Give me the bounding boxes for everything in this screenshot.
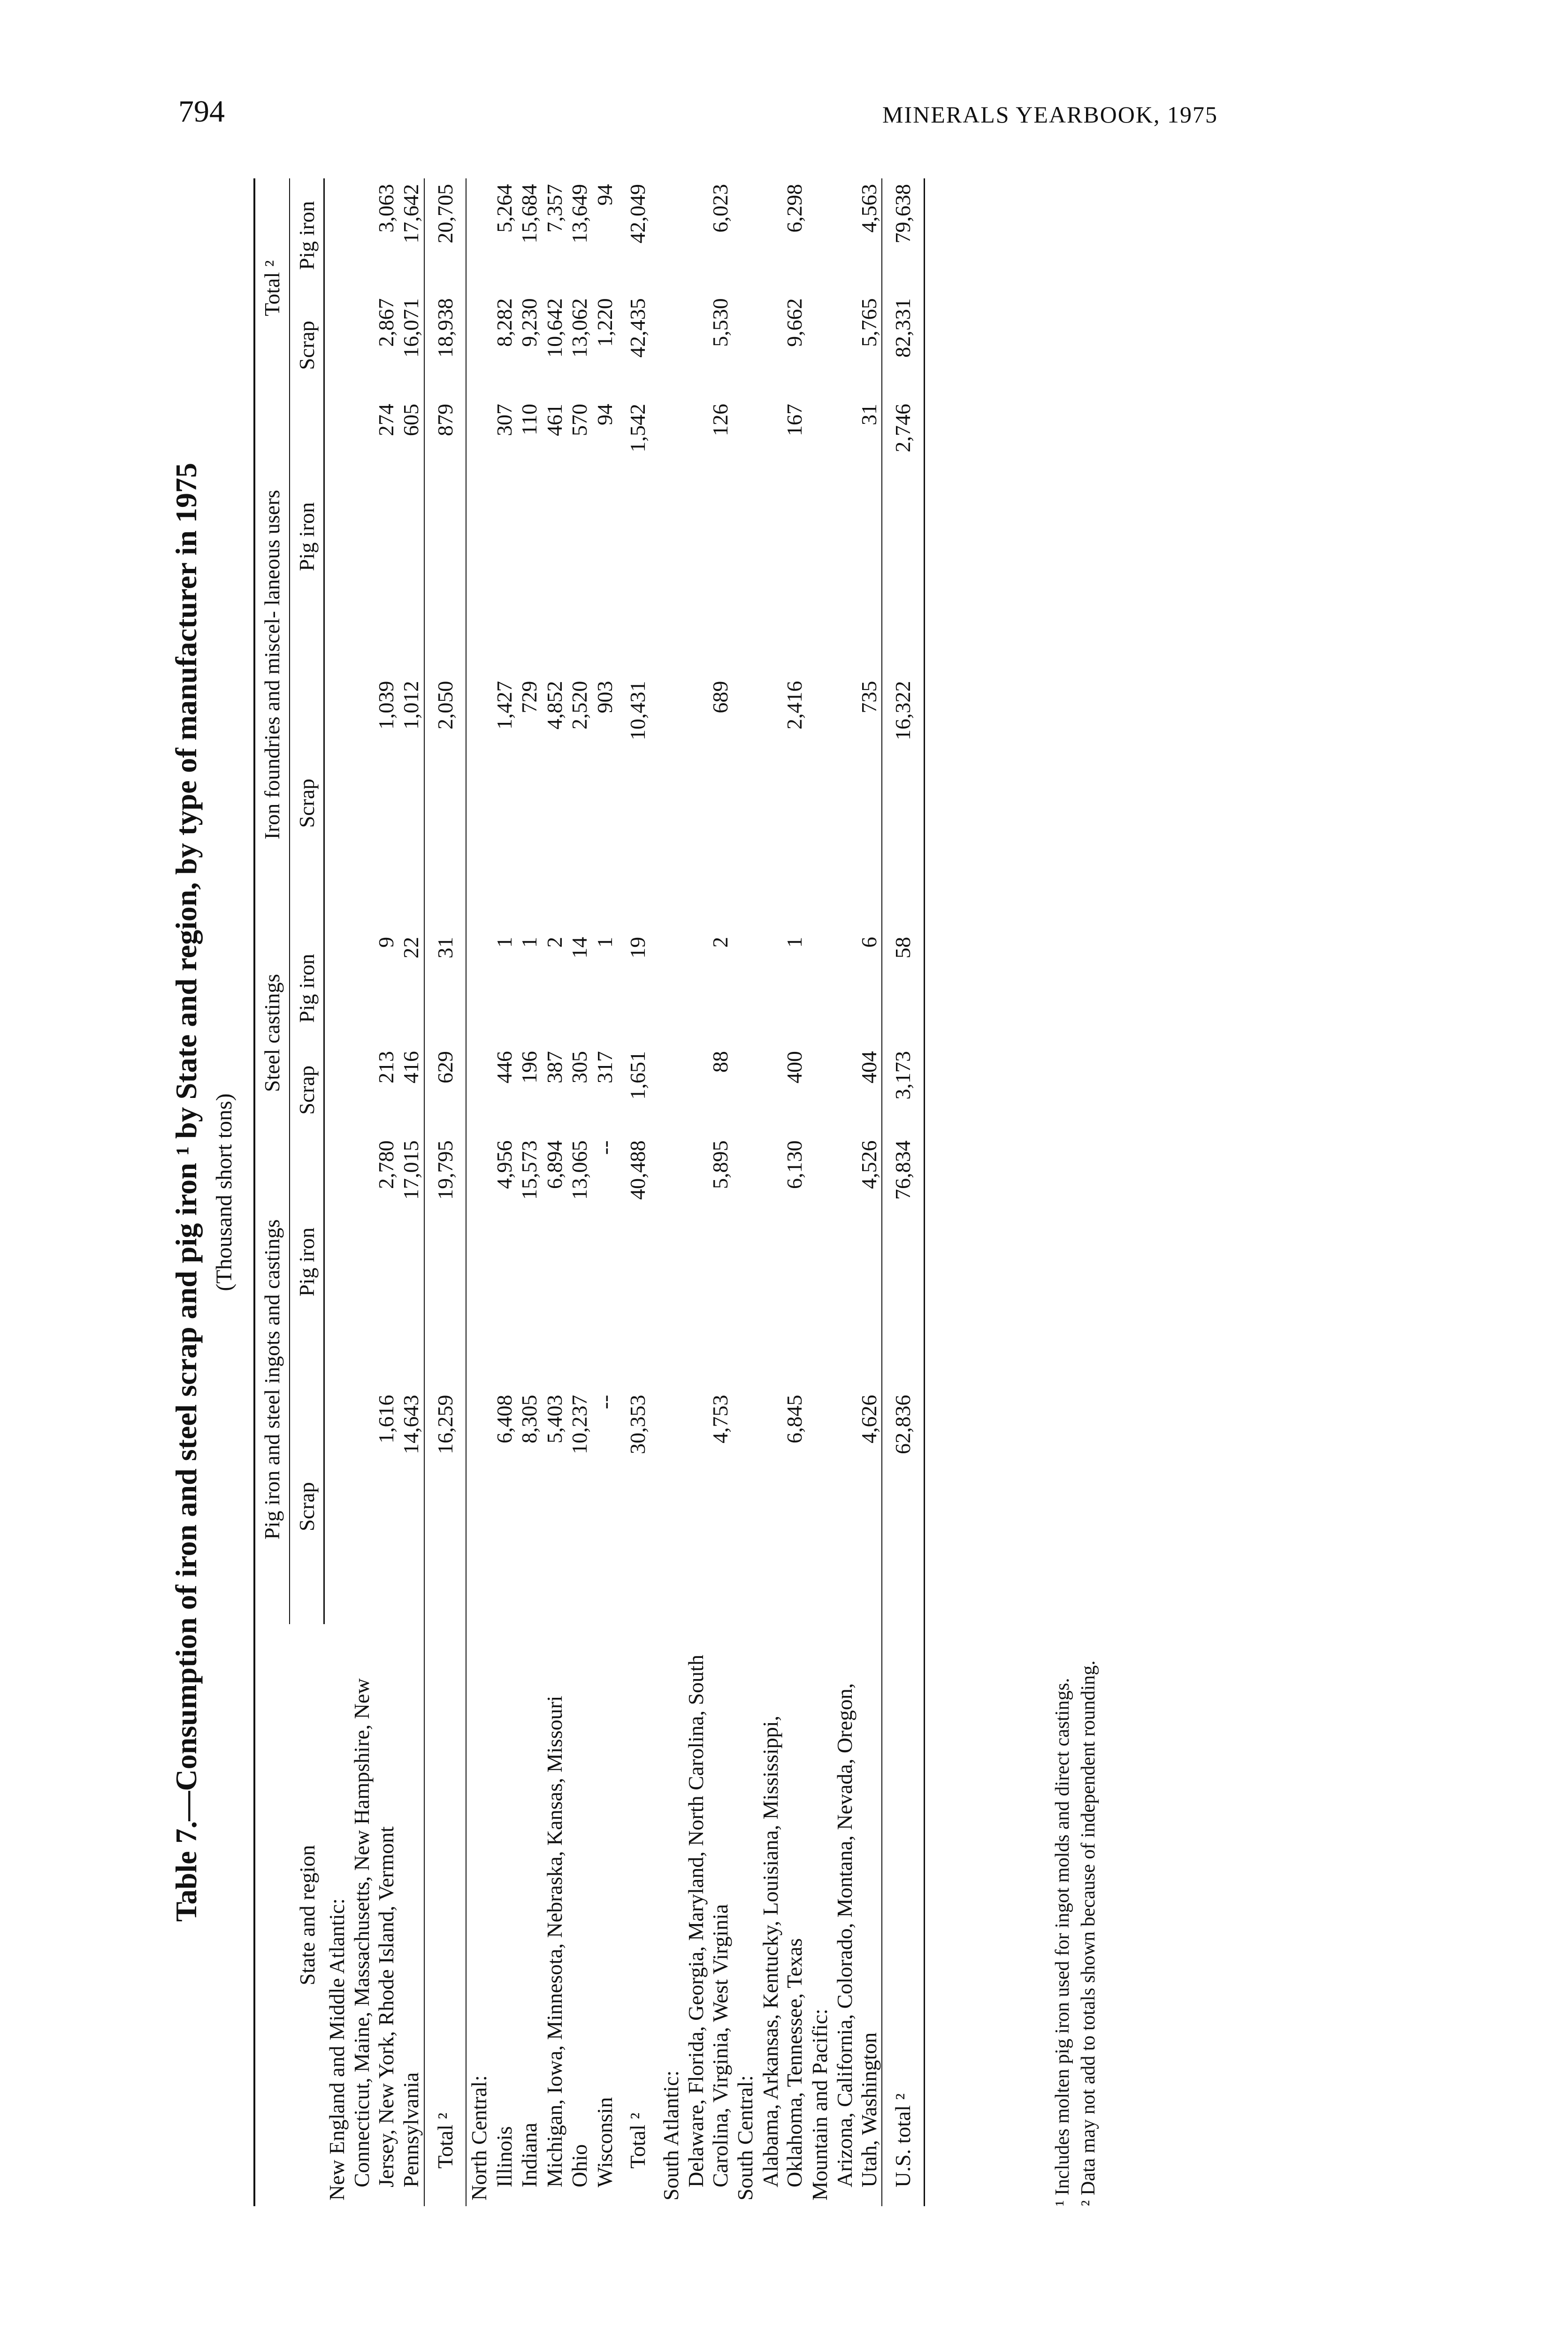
table-cell: 2,867 [374, 298, 398, 347]
table-cell: -- [592, 1395, 617, 1410]
row-label: Connecticut, Maine, Massachusetts, New Hampshire, New Jersey, New York, Rhode Island, Vermont [350, 1678, 398, 2187]
table-cell: 4,852 [542, 681, 566, 730]
table-cell [807, 931, 833, 1045]
table-cell: 5,403 [542, 1395, 566, 1443]
row-label: New England and Middle Atlantic: [324, 1898, 349, 2201]
table-cell: 2 [542, 936, 566, 948]
col-header-scrap: Scrap [290, 1045, 324, 1135]
consumption-table [253, 178, 925, 2206]
table-cell: 2,780 [374, 1140, 398, 1189]
table-row [758, 178, 807, 2206]
table-cell: 1,012 [399, 681, 423, 730]
table-cell: 8,282 [492, 298, 516, 347]
table-cell: 400 [782, 1051, 807, 1084]
table-cell [324, 398, 350, 675]
col-header-pig-iron: Pig iron [290, 1135, 324, 1389]
row-label: Illinois [492, 2126, 516, 2187]
table-row [832, 178, 882, 2206]
row-label: South Central: [733, 2075, 757, 2201]
table-cell: -- [592, 1140, 617, 1155]
table-cell [658, 675, 684, 931]
table-cell: 387 [542, 1051, 566, 1084]
table-cell: 879 [424, 398, 467, 675]
row-label: Delaware, Florida, Georgia, Maryland, North Carolina, South Carolina, Virginia, West Virginia [684, 1655, 732, 2187]
table-cell: 4,956 [492, 1140, 516, 1189]
table-cell: 196 [517, 1051, 542, 1084]
table-cell [658, 178, 684, 292]
table-cell: 2,416 [782, 681, 807, 730]
table-cell [466, 178, 492, 292]
table-row [658, 178, 684, 2206]
table-cell: 213 [374, 1051, 398, 1084]
table-cell: 3,173 [882, 1045, 924, 1135]
table-cell: 6 [857, 936, 881, 948]
col-group-pig-iron-steel-ingots: Pig iron and steel ingots and castings [254, 1135, 290, 1625]
table-cell [807, 292, 833, 398]
table-cell: 3,063 [374, 184, 398, 233]
table-cell: 461 [542, 404, 566, 437]
table-cell: 10,237 [567, 1395, 592, 1454]
table-cell: 6,408 [492, 1395, 516, 1443]
table-cell: 9 [374, 936, 398, 948]
table-cell [658, 1135, 684, 1389]
table-cell: 20,705 [424, 178, 467, 292]
table-cell: 317 [592, 1051, 617, 1084]
table-cell [733, 931, 758, 1045]
table-row-total [617, 178, 658, 2206]
table-cell: 22 [399, 936, 423, 959]
table-cell: 2 [708, 936, 732, 948]
table-cell: 79,638 [882, 178, 924, 292]
table-row [683, 178, 733, 2206]
table-cell [733, 292, 758, 398]
table-cell: 2,050 [424, 675, 467, 931]
table-cell: 6,845 [782, 1395, 807, 1443]
table-cell: 19 [626, 936, 650, 959]
table-cell: 404 [857, 1051, 881, 1084]
row-label: Arizona, California, Colorado, Montana, Nevada, Oregon, Utah, Washington [833, 1683, 881, 2187]
row-label: Wisconsin [592, 2097, 617, 2187]
rotated-table-page [160, 160, 1122, 2225]
table-cell: 735 [857, 681, 881, 713]
table-units: (Thousand short tons) [212, 1093, 237, 1291]
table-cell [466, 292, 492, 398]
table-cell [733, 178, 758, 292]
table-cell: 629 [424, 1045, 467, 1135]
table-row [324, 178, 350, 2206]
table-cell [324, 931, 350, 1045]
table-row [466, 178, 492, 2206]
table-cell: 15,573 [517, 1140, 542, 1200]
table-cell [807, 178, 833, 292]
table-cell: 903 [592, 681, 617, 713]
table-cell: 1,542 [626, 404, 650, 453]
row-label: Mountain and Pacific: [807, 2009, 832, 2201]
table-cell: 689 [708, 681, 732, 713]
table-cell: 4,563 [857, 184, 881, 233]
table-cell: 4,753 [708, 1395, 732, 1443]
table-cell: 9,230 [517, 298, 542, 347]
table-cell: 1 [492, 936, 516, 948]
table-cell [324, 178, 350, 292]
table-cell [658, 931, 684, 1045]
table-cell [733, 398, 758, 675]
col-header-pig-iron: Pig iron [290, 398, 324, 675]
col-group-steel-castings: Steel castings [254, 931, 290, 1135]
row-label: Alabama, Arkansas, Kentucky, Louisiana, Mississippi, Oklahoma, Tennessee, Texas [758, 1715, 807, 2187]
row-label: Michigan, Iowa, Minnesota, Nebraska, Kansas, Missouri [542, 1695, 566, 2187]
table-cell [466, 398, 492, 675]
table-cell: 1,039 [374, 681, 398, 730]
table-cell: 2,746 [882, 398, 924, 675]
table-cell: 10,642 [542, 298, 566, 358]
table-cell: 31 [857, 404, 881, 426]
table-cell: 6,298 [782, 184, 807, 233]
table-cell [658, 1389, 684, 1625]
table-cell: 14 [567, 936, 592, 959]
table-cell [807, 1045, 833, 1135]
table-cell [807, 675, 833, 931]
footnote-1: ¹ Includes molten pig iron used for ingot molds and direct castings. [1052, 1678, 1073, 2206]
table-cell: 13,649 [567, 184, 592, 244]
table-cell: 6,894 [542, 1140, 566, 1189]
table-row [733, 178, 758, 2206]
table-cell: 6,023 [708, 184, 732, 233]
table-cell: 9,662 [782, 298, 807, 347]
table-cell: 94 [592, 404, 617, 426]
table-row [349, 178, 398, 2206]
table-row [492, 178, 517, 2206]
page-number: 794 [178, 94, 225, 129]
table-cell: 5,530 [708, 298, 732, 347]
table-cell: 605 [399, 404, 423, 437]
table-row-total [882, 178, 924, 2206]
table-cell: 94 [592, 184, 617, 206]
row-label: Pennsylvania [399, 2072, 423, 2187]
table-cell: 88 [708, 1051, 732, 1073]
table-cell: 30,353 [626, 1395, 650, 1454]
table-cell [466, 1045, 492, 1135]
table-cell: 1,427 [492, 681, 516, 730]
row-label: Ohio [567, 2144, 592, 2187]
table-cell: 7,357 [542, 184, 566, 233]
table-cell [466, 675, 492, 931]
col-header-pig-iron: Pig iron [290, 178, 324, 292]
table-cell: 31 [424, 931, 467, 1045]
col-header-scrap: Scrap [290, 292, 324, 398]
footnote-2: ² Data may not add to totals shown because of independent rounding. [1078, 1660, 1099, 2206]
table-cell: 10,431 [626, 681, 650, 741]
table-cell: 15,684 [517, 184, 542, 244]
table-cell: 4,626 [857, 1395, 881, 1443]
table-cell [324, 1135, 350, 1389]
table-cell [466, 931, 492, 1045]
table-cell: 5,765 [857, 298, 881, 347]
table-row [398, 178, 424, 2206]
row-label: North Central: [466, 1624, 492, 2206]
table-cell: 446 [492, 1051, 516, 1084]
table-cell: 14,643 [399, 1395, 423, 1454]
table-cell: 62,836 [882, 1389, 924, 1625]
table-cell: 126 [708, 404, 732, 437]
table-cell: 729 [517, 681, 542, 713]
table-cell: 2,520 [567, 681, 592, 730]
table-cell: 1 [592, 936, 617, 948]
table-cell: 40,488 [626, 1140, 650, 1200]
table-cell: 110 [517, 404, 542, 436]
row-label: U.S. total ² [882, 1624, 924, 2206]
table-row [592, 178, 618, 2206]
row-label: Indiana [517, 2123, 542, 2187]
table-cell: 42,049 [626, 184, 650, 244]
table-row [517, 178, 542, 2206]
table-cell: 16,322 [882, 675, 924, 931]
table-cell: 570 [567, 404, 592, 437]
table-cell: 4,526 [857, 1140, 881, 1189]
table-cell: 18,938 [424, 292, 467, 398]
table-cell: 42,435 [626, 298, 650, 358]
table-cell [733, 675, 758, 931]
col-header-scrap: Scrap [290, 675, 324, 931]
table-cell [324, 1045, 350, 1135]
col-group-total: Total ² [254, 178, 290, 398]
table-cell: 6,130 [782, 1140, 807, 1189]
row-label: South Atlantic: [658, 2070, 683, 2201]
table-cell: 416 [399, 1051, 423, 1084]
running-head: MINERALS YEARBOOK, 1975 [882, 101, 1218, 128]
table-cell [658, 1045, 684, 1135]
table-cell [733, 1045, 758, 1135]
table-cell [324, 675, 350, 931]
table-cell: 16,071 [399, 298, 423, 358]
row-label: Total ² [424, 1624, 467, 2206]
table-cell: 16,259 [424, 1389, 467, 1625]
table-cell: 1,651 [626, 1051, 650, 1100]
table-cell: 305 [567, 1051, 592, 1084]
table-cell [324, 292, 350, 398]
table-title: Table 7.—Consumption of iron and steel scrap and pig iron ¹ by State and region, by type of manufacturer in 1975 [169, 462, 203, 1922]
table-cell: 167 [782, 404, 807, 437]
table-cell: 17,642 [399, 184, 423, 244]
table-cell: 82,331 [882, 292, 924, 398]
table-cell: 1,220 [592, 298, 617, 347]
table-row [542, 178, 567, 2206]
table-cell [807, 1135, 833, 1389]
table-cell: 307 [492, 404, 516, 437]
col-group-iron-foundries: Iron foundries and miscel- laneous users [254, 398, 290, 931]
table-row [807, 178, 833, 2206]
table-cell: 5,264 [492, 184, 516, 233]
table-cell [807, 398, 833, 675]
col-header-scrap: Scrap [290, 1389, 324, 1625]
table-cell [324, 1389, 350, 1625]
table-row [567, 178, 592, 2206]
table-cell [466, 1389, 492, 1625]
table-cell [807, 1389, 833, 1625]
col-header-pig-iron: Pig iron [290, 931, 324, 1045]
col-header-state-region: State and region [254, 1624, 324, 2206]
table-cell: 76,834 [882, 1135, 924, 1389]
table-cell: 1 [782, 936, 807, 948]
table-cell: 13,062 [567, 298, 592, 358]
table-cell: 274 [374, 404, 398, 437]
table-cell [658, 398, 684, 675]
row-label: Total ² [626, 2112, 650, 2169]
table-row-total [424, 178, 467, 2206]
table-cell [658, 292, 684, 398]
table-cell: 19,795 [424, 1135, 467, 1389]
table-cell: 5,895 [708, 1140, 732, 1189]
table-cell: 58 [882, 931, 924, 1045]
table-cell: 8,305 [517, 1395, 542, 1443]
table-cell: 1,616 [374, 1395, 398, 1443]
table-cell: 17,015 [399, 1140, 423, 1200]
table-cell: 1 [517, 936, 542, 948]
table-cell [466, 1135, 492, 1389]
table-cell: 13,065 [567, 1140, 592, 1200]
table-cell [733, 1135, 758, 1389]
table-cell [733, 1389, 758, 1625]
